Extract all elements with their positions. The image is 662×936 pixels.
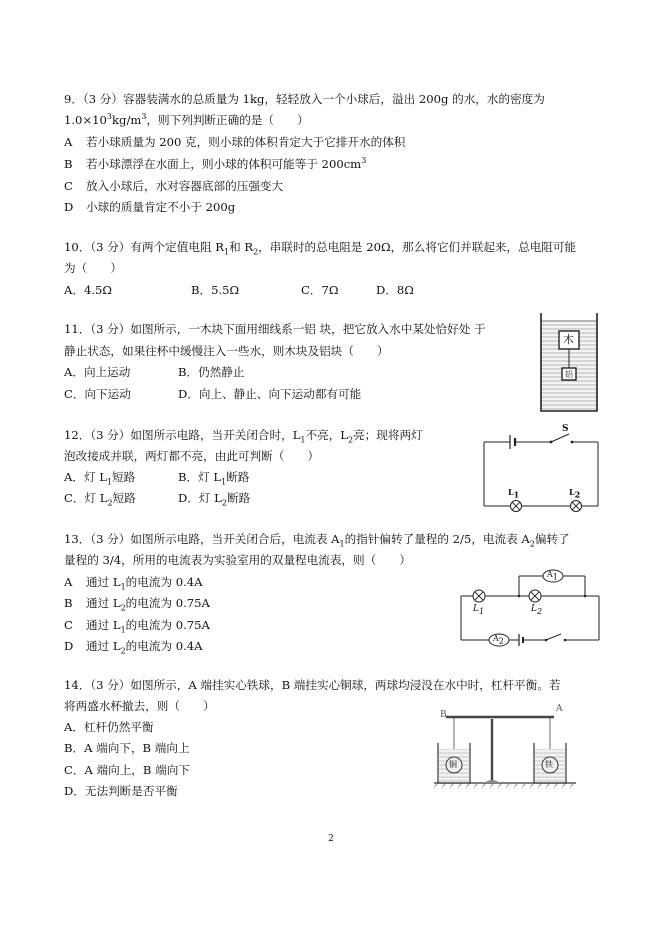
q14-iron-ball-label: 铁 (545, 760, 553, 769)
q9-option-d-text: 小球的质量肯定不小于 200g (86, 200, 236, 214)
q14-stem-line1: 14．（3 分）如图所示，A 端挂实心铁球，B 端挂实心铜球，两球均浸没在水中时，杠杆平衡。若 (64, 678, 561, 692)
q14-option-a: A．杠杆仍然平衡 (64, 720, 154, 734)
q12-stem-line2: 泡改接成并联，两灯都不亮，由此可判断（ ） (64, 449, 320, 463)
q12-switch-label: S (562, 424, 569, 434)
q12-lamp2-label: $L_2$ (569, 487, 581, 500)
q14-option-d: D．无法判断是否平衡 (64, 784, 178, 798)
q9-option-a-letter: A (64, 135, 73, 149)
q13-option-b-text: 通过 $L_2$的电流为 0.75A (86, 596, 210, 613)
q9-stem-line1: 9．（3 分）容器装满水的总质量为 1kg，轻轻放入一个小球后，溢出 200g 的水，水的密度为 (64, 92, 545, 106)
q9-stem-line2: $1.0\times 10^3kg/m^3$，则下列判断正确的是（ ） (64, 112, 309, 127)
q11-option-c: C．向下运动 (64, 387, 131, 401)
q10-option-d: D．8Ω (376, 283, 414, 297)
q14-option-b: B．A 端向下，B 端向上 (64, 741, 190, 755)
q12-stem-line1: 12．（3 分）如图所示电路，当开关闭合时，$L_1$不亮，$L_2$亮；现将两灯 (64, 428, 423, 445)
q13-option-d-letter: D (64, 639, 74, 653)
q9-option-b-letter: B (64, 157, 73, 171)
page-number: 2 (328, 834, 334, 844)
q13-option-c-letter: C (64, 618, 73, 632)
q13-stem-line1: 13．（3 分）如图所示电路，当开关闭合后，电流表 $A_1$的指针偏转了量程的 2/5，电流表 $A_2$偏转了 (64, 532, 570, 549)
q11-figure-beaker (538, 311, 600, 413)
q13-stem-line2: 量程的 3/4，所用的电流表为实验室用的双量程电流表，则（ ） (64, 553, 411, 567)
q12-option-c: C．灯 $L_2$短路 (64, 491, 136, 508)
q13-ammeter1-label: $A_1$ (547, 570, 558, 582)
q9-option-c-text: 放入小球后，水对容器底部的压强变大 (86, 179, 284, 193)
q13-option-d-text: 通过 $L_2$的电流为 0.4A (86, 639, 203, 656)
q13-option-a-letter: A (64, 575, 73, 589)
q10-stem-line2: 为（ ） (64, 261, 122, 275)
q11-option-d: D．向上、静止、向下运动都有可能 (178, 387, 362, 401)
q12-option-a: A．灯 $L_1$短路 (64, 470, 136, 487)
q10-option-a: A．4.5Ω (64, 283, 113, 297)
q13-option-b-letter: B (64, 596, 73, 610)
q9-option-c-letter: C (64, 179, 73, 193)
q11-option-a: A．向上运动 (64, 365, 131, 379)
q12-figure-circuit (476, 424, 606, 514)
q13-figure-circuit (455, 566, 605, 648)
q13-option-c-text: 通过 $L_1$的电流为 0.75A (86, 618, 210, 635)
q13-option-a-text: 通过 $L_1$的电流为 0.4A (86, 575, 203, 592)
q10-option-b: B．5.5Ω (191, 283, 240, 297)
q11-option-b: B．仍然静止 (178, 365, 245, 379)
q14-end-a-label: A (556, 704, 563, 714)
q14-stem-line2: 将两盛水杯撤去，则（ ） (64, 699, 215, 713)
q14-figure-lever (430, 703, 580, 789)
q12-lamp1-label: $L_1$ (508, 487, 520, 500)
q14-end-b-label: B (440, 710, 447, 720)
q11-aluminum-label: 铝 (565, 370, 573, 379)
q11-stem-line2: 静止状态，如果往杯中缓慢注入一些水，则木块及铝块（ ） (64, 344, 389, 358)
q9-option-b-text: 若小球漂浮在水面上，则小球的体积可能等于 $200cm^3$ (86, 156, 367, 171)
q13-ammeter2-label: $A_2$ (493, 634, 504, 646)
q9-option-d-letter: D (64, 200, 74, 214)
q14-copper-ball-label: 铜 (449, 760, 457, 769)
q11-wood-label: 木 (563, 333, 574, 346)
q13-lamp1-label: $L_1$ (473, 604, 485, 616)
q12-option-b: B．灯 $L_1$断路 (178, 470, 250, 487)
q10-option-c: C．7Ω (301, 283, 339, 297)
q11-stem-line1: 11．（3 分）如图所示，一木块下面用细线系一铝 块，把它放入水中某处恰好处 于 (64, 322, 486, 336)
q12-option-d: D．灯 $L_2$断路 (178, 491, 251, 508)
q13-lamp2-label: $L_2$ (531, 604, 543, 616)
q9-option-a-text: 若小球质量为 200 克，则小球的体积肯定大于它排开水的体积 (86, 135, 406, 149)
q10-stem-line1: 10．（3 分）有两个定值电阻 $R_1$和 $R_2$，串联时的总电阻是 20Ω，那么将它们并联起来，总电阻可能 (64, 240, 577, 257)
q14-option-c: C．A 端向上，B 端向下 (64, 763, 190, 777)
